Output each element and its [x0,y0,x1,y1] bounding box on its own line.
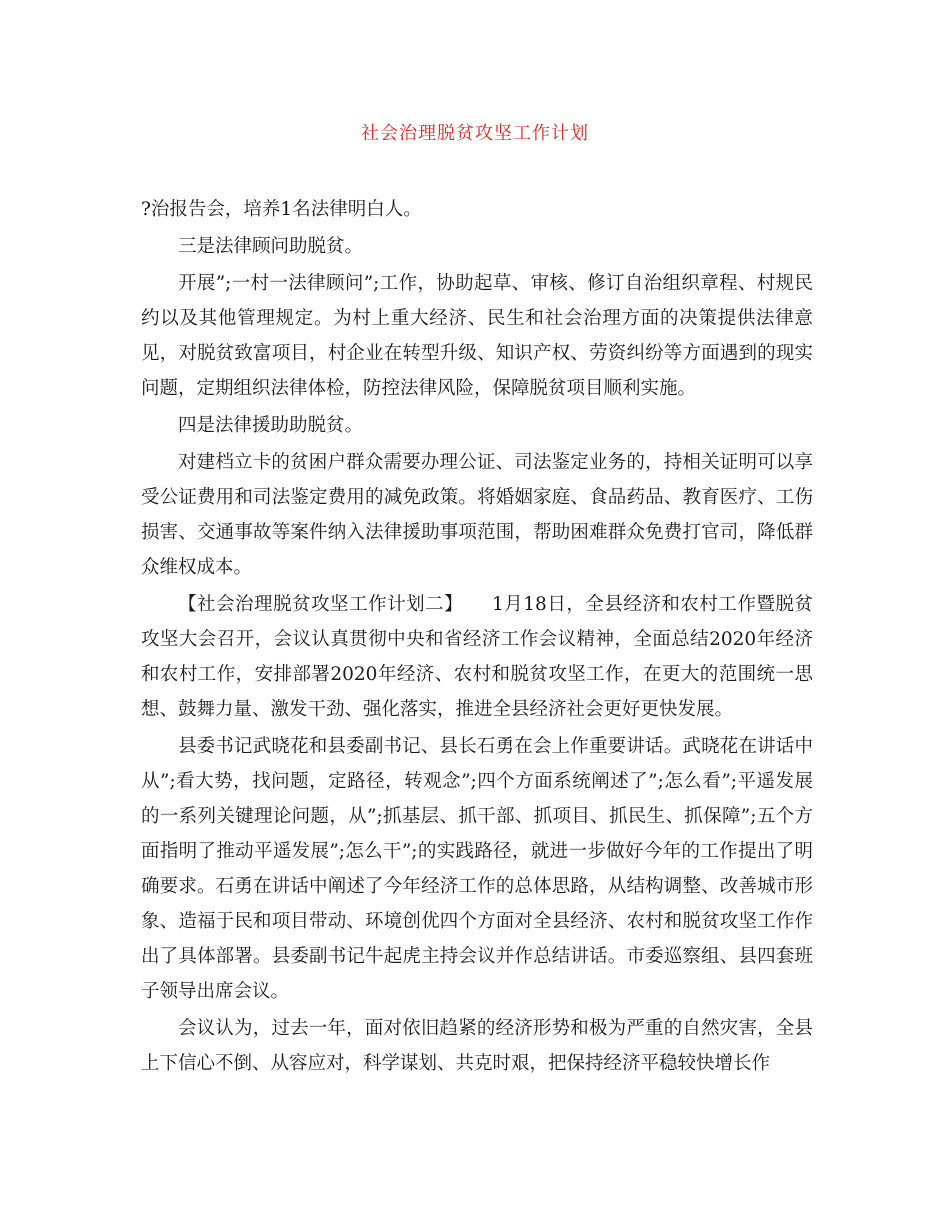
paragraph-4: 四是法律援助助脱贫。 [178,415,364,436]
paragraph-2: 三是法律顾问助脱贫。 [178,236,364,257]
paragraph-5: 对建档立卡的贫困户群众需要办理公证、司法鉴定业务的，持相关证明可以享受公证费用和司法鉴定费用的减免政策。将婚姻家庭、食品药品、教育医疗、工伤损害、交通事故等案件纳入法律援助事项范围，帮助困难群众免费打官司，降低群众维权成本。 [141,452,813,578]
document-title: 社会治理脱贫攻坚工作计划 [361,123,589,144]
paragraph-1: ?治报告会，培养1名法律明白人。 [141,199,422,220]
document-body [141,192,813,1081]
paragraph-3: 开展”;一村一法律顾问”;工作，协助起草、审核、修订自治组织章程、村规民约以及其他管理规定。为村上重大经济、民生和社会治理方面的决策提供法律意见，对脱贫致富项目，村企业在转型升级、知识产权、劳资纠纷等方面遇到的现实问题，定期组织法律体检，防控法律风险，保障脱贫项目顺利实施。 [141,273,813,399]
paragraph-8: 会议认为，过去一年，面对依旧趋紧的经济形势和极为严重的自然灾害，全县上下信心不倒、从容应对，科学谋划、共克时艰，把保持经济平稳较快增长作 [141,1018,813,1074]
paragraph-7: 县委书记武晓花和县委副书记、县长石勇在会上作重要讲话。武晓花在讲话中从”;看大势，找问题，定路径，转观念”;四个方面系统阐述了”;怎么看”;平遥发展的一系列关键理论问题，从”;抓基层、抓干部、抓项目、抓民生、抓保障”;五个方面指明了推动平遥发展”;怎么干”;的实践路径，就进一步做好今年的工作提出了明确要求。石勇在讲话中阐述了今年经济工作的总体思路，从结构调整、改善城市形象、造福于民和项目带动、环境创优四个方面对全县经济、农村和脱贫攻坚工作作出了具体部署。县委副书记牛起虎主持会议并作总结讲话。市委巡察组、县四套班子领导出席会议。 [141,736,813,1002]
paragraph-6: 【社会治理脱贫攻坚工作计划二】 1月18日，全县经济和农村工作暨脱贫攻坚大会召开，会议认真贯彻中央和省经济工作会议精神，全面总结2020年经济和农村工作，安排部署2020年经济、农村和脱贫攻坚工作，在更大的范围统一思想、鼓舞力量、激发干劲、强化落实，推进全县经济社会更好更快发展。 [141,594,813,720]
